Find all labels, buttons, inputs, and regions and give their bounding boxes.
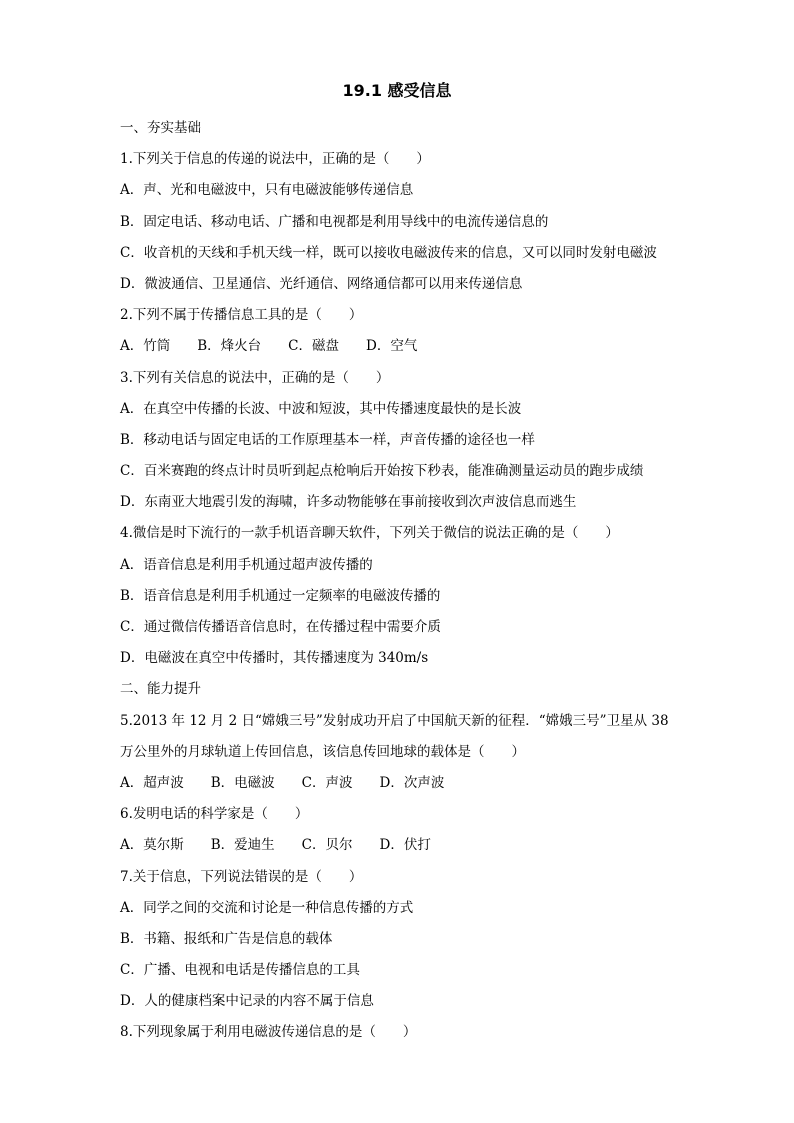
question-4-option-b: B．语音信息是利用手机通过一定频率的电磁波传播的 [120, 587, 441, 604]
question-5-stem-line-2: 万公里外的月球轨道上传回信息，该信息传回地球的载体是（ ） [120, 743, 525, 760]
document-body [120, 113, 690, 1049]
question-1-option-d: D．微波通信、卫星通信、光纤通信、网络通信都可以用来传递信息 [120, 275, 523, 292]
question-4-stem: 4.微信是时下流行的一款手机语音聊天软件，下列关于微信的说法正确的是（ ） [120, 525, 619, 542]
question-4-option-a: A．语音信息是利用手机通过超声波传播的 [120, 556, 373, 573]
question-8-stem: 8.下列现象属于利用电磁波传递信息的是（ ） [120, 1024, 417, 1041]
question-5-stem-line-1: 5.2013 年 12 月 2 日“嫦娥三号”发射成功开启了中国航天新的征程．“嫦娥三号”卫星从 38 [120, 712, 669, 729]
question-3-option-d: D．东南亚大地震引发的海啸，许多动物能够在事前接收到次声波信息而逃生 [120, 494, 577, 511]
question-7-option-a: A．同学之间的交流和讨论是一种信息传播的方式 [120, 899, 414, 916]
question-6-options: A．莫尔斯 B．爱迪生 C．贝尔 D．伏打 [120, 837, 431, 854]
question-2-stem: 2.下列不属于传播信息工具的是（ ） [120, 307, 363, 324]
question-3-option-b: B．移动电话与固定电话的工作原理基本一样，声音传播的途径也一样 [120, 431, 535, 448]
question-7-option-c: C．广播、电视和电话是传播信息的工具 [120, 962, 360, 979]
question-3-option-a: A．在真空中传播的长波、中波和短波，其中传播速度最快的是长波 [120, 400, 522, 417]
question-1-option-c: C．收音机的天线和手机天线一样，既可以接收电磁波传来的信息，又可以同时发射电磁波 [120, 244, 657, 261]
question-3-option-c: C．百米赛跑的终点计时员听到起点枪响后开始按下秒表，能准确测量运动员的跑步成绩 [120, 463, 644, 480]
question-3-stem: 3.下列有关信息的说法中，正确的是（ ） [120, 369, 390, 386]
question-7-option-d: D．人的健康档案中记录的内容不属于信息 [120, 993, 374, 1010]
question-1-stem: 1.下列关于信息的传递的说法中，正确的是（ ） [120, 151, 430, 168]
question-5-options: A．超声波 B．电磁波 C．声波 D．次声波 [120, 774, 445, 791]
question-2-options: A．竹筒 B．烽火台 C．磁盘 D．空气 [120, 338, 418, 355]
question-1-option-b: B．固定电话、移动电话、广播和电视都是利用导线中的电流传递信息的 [120, 213, 549, 230]
section-heading-advanced: 二、能力提升 [120, 681, 201, 698]
question-1-option-a: A．声、光和电磁波中，只有电磁波能够传递信息 [120, 182, 414, 199]
question-7-option-b: B．书籍、报纸和广告是信息的载体 [120, 930, 333, 947]
section-heading-basics: 一、夯实基础 [120, 120, 201, 136]
question-4-option-c: C．通过微信传播语音信息时，在传播过程中需要介质 [120, 619, 441, 635]
question-7-stem: 7.关于信息，下列说法错误的是（ ） [120, 868, 363, 885]
page-title: 19.1 感受信息 [342, 81, 452, 100]
question-4-option-d: D．电磁波在真空中传播时，其传播速度为 340m/s [120, 650, 429, 667]
question-6-stem: 6.发明电话的科学家是（ ） [120, 806, 309, 823]
